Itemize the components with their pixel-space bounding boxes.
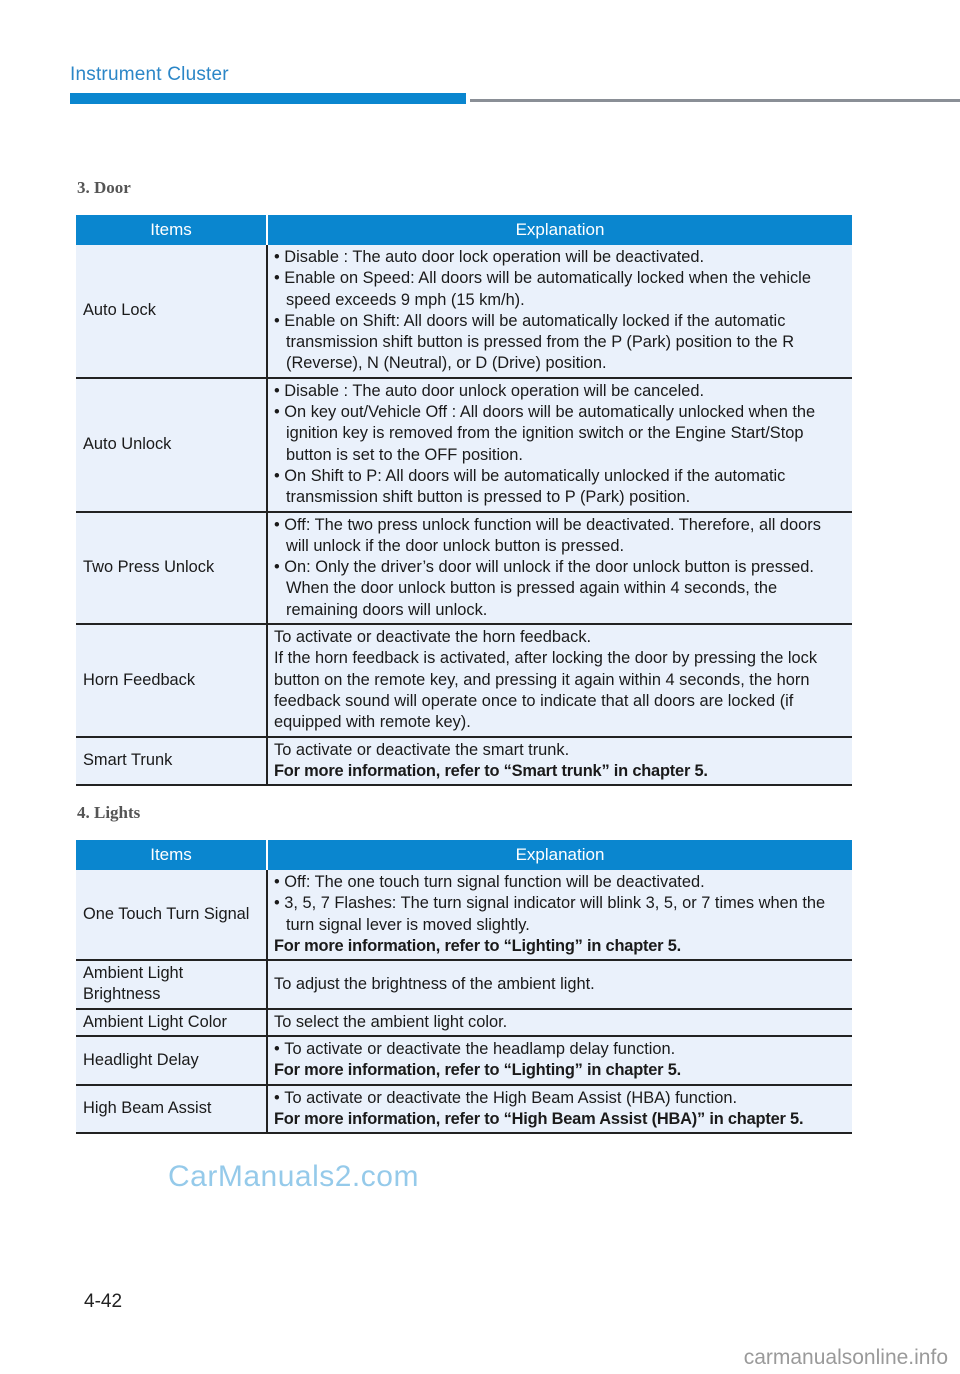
page-number: 4-42 — [84, 1291, 123, 1312]
column-header-items: Items — [76, 840, 267, 870]
door-table-body — [76, 245, 852, 785]
item-name: Two Press Unlock — [76, 512, 267, 624]
reference-note: For more information, refer to “Lighting” in chapter 5. — [274, 936, 681, 955]
door-table — [76, 215, 852, 786]
table-row — [76, 960, 852, 1009]
column-header-explanation: Explanation — [267, 840, 852, 870]
lights-table-body — [76, 870, 852, 1133]
text-line: To activate or deactivate the smart trunk. — [274, 740, 570, 759]
bullet-line: • On Shift to P: All doors will be automatically unlocked if the automatic transmission shift button is pressed to P (Park) position. — [274, 466, 848, 509]
bullet-line: • On: Only the driver’s door will unlock if the door unlock button is pressed. When the door unlock button is pressed again within 4 seconds, the remaining doors will unlock. — [274, 557, 848, 621]
reference-note: For more information, refer to “Smart trunk” in chapter 5. — [274, 761, 708, 780]
item-explanation — [267, 624, 852, 736]
item-name: Auto Lock — [76, 245, 267, 378]
column-header-items: Items — [76, 215, 267, 245]
section-title-door: 3. Door — [77, 178, 131, 197]
bullet-line: • On key out/Vehicle Off : All doors will be automatically unlocked when the ignition key is removed from the ignition switch or the Engine Start/Stop button is set to the OFF position. — [274, 402, 848, 466]
reference-note: For more information, refer to “Lighting” in chapter 5. — [274, 1061, 681, 1080]
item-name: Ambient Light Color — [76, 1009, 267, 1036]
item-explanation — [267, 1009, 852, 1036]
table-row — [76, 1085, 852, 1134]
item-explanation — [267, 1036, 852, 1085]
text-line: To activate or deactivate the horn feedback. — [274, 628, 592, 647]
bullet-line: • Off: The one touch turn signal function will be deactivated. — [274, 872, 848, 893]
table-row — [76, 1036, 852, 1085]
item-name: High Beam Assist — [76, 1085, 267, 1134]
section-title-lights: 4. Lights — [77, 803, 141, 822]
watermark: CarManuals2.com — [168, 1160, 419, 1193]
item-explanation — [267, 737, 852, 786]
bullet-line: • 3, 5, 7 Flashes: The turn signal indicator will blink 3, 5, or 7 times when the turn signal lever is moved slightly. — [274, 893, 848, 936]
bullet-line: • To activate or deactivate the High Beam Assist (HBA) function. — [274, 1088, 848, 1109]
text-line: To adjust the brightness of the ambient light. — [274, 974, 595, 993]
footer-watermark: carmanualsonline.info — [743, 1346, 948, 1369]
item-name: One Touch Turn Signal — [76, 870, 267, 960]
item-explanation — [267, 1085, 852, 1134]
item-name: Ambient Light Brightness — [76, 960, 267, 1009]
header-bar-gray — [470, 99, 960, 102]
table-row — [76, 378, 852, 512]
bullet-line: • Off: The two press unlock function will be deactivated. Therefore, all doors will unlock if the door unlock button is pressed. — [274, 515, 848, 558]
table-row — [76, 624, 852, 736]
table-row — [76, 737, 852, 786]
item-explanation — [267, 870, 852, 960]
bullet-line: • Disable : The auto door lock operation will be deactivated. — [274, 247, 848, 268]
table-row — [76, 870, 852, 960]
item-explanation — [267, 960, 852, 1009]
item-explanation — [267, 378, 852, 512]
bullet-line: • Enable on Speed: All doors will be automatically locked when the vehicle speed exceeds 9 mph (15 km/h). — [274, 268, 848, 311]
lights-table — [76, 840, 852, 1134]
item-explanation — [267, 245, 852, 378]
text-line: If the horn feedback is activated, after locking the door by pressing the lock button on the remote key, and pressing it again within 4 seconds, the horn feedback sound will operate once to indicate that all doors are locked (if equipped with remote key). — [274, 649, 818, 732]
column-header-explanation: Explanation — [267, 215, 852, 245]
bullet-line: • Disable : The auto door unlock operation will be canceled. — [274, 381, 848, 402]
reference-note: For more information, refer to “High Beam Assist (HBA)” in chapter 5. — [274, 1109, 804, 1128]
table-header-row — [76, 840, 852, 870]
item-name: Horn Feedback — [76, 624, 267, 736]
item-name: Auto Unlock — [76, 378, 267, 512]
item-name: Smart Trunk — [76, 737, 267, 786]
table-row — [76, 245, 852, 378]
bullet-line: • Enable on Shift: All doors will be automatically locked if the automatic transmission shift button is pressed from the P (Park) position to the R (Reverse), N (Neutral), or D (Drive) position. — [274, 311, 848, 375]
header-bar-blue — [70, 93, 466, 104]
text-line: To select the ambient light color. — [274, 1012, 508, 1031]
table-row — [76, 512, 852, 624]
bullet-line: • To activate or deactivate the headlamp delay function. — [274, 1039, 848, 1060]
chapter-title: Instrument Cluster — [70, 64, 229, 85]
table-header-row — [76, 215, 852, 245]
item-explanation — [267, 512, 852, 624]
table-row — [76, 1009, 852, 1036]
item-name: Headlight Delay — [76, 1036, 267, 1085]
